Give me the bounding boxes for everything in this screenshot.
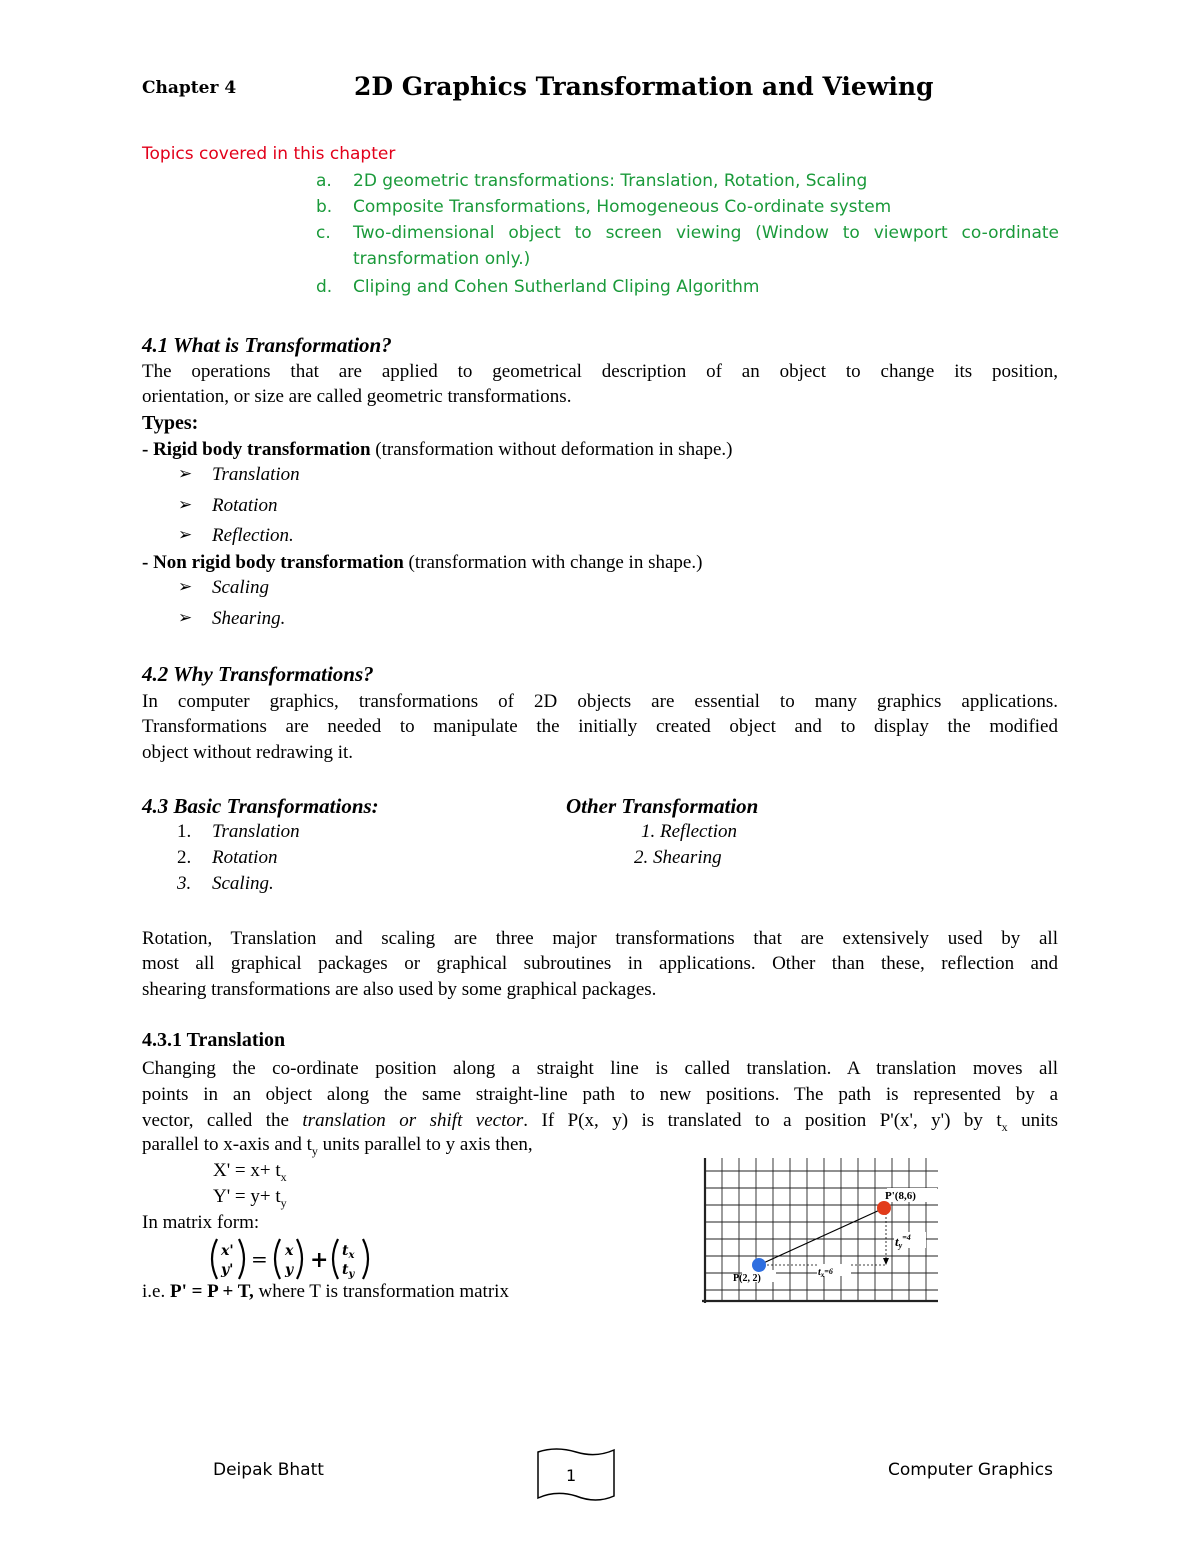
list-item xyxy=(177,873,377,899)
list-text: Rotation xyxy=(212,847,278,868)
arrow-bullet-icon: ➢ xyxy=(178,495,193,514)
subscript: y xyxy=(280,1195,287,1210)
types-label: Types: xyxy=(142,412,199,434)
text-run: i.e. xyxy=(142,1281,170,1302)
list-number: 1. xyxy=(177,821,192,842)
text-run: units xyxy=(1007,1110,1059,1131)
list-item xyxy=(177,821,377,847)
text-run: Y' = y+ t xyxy=(213,1186,281,1207)
paragraph-line: points in an object along the same straight-line path to new positions. The path is represented by a xyxy=(142,1084,1058,1105)
nonrigid-title: - Non rigid body transformation xyxy=(142,552,404,573)
list-number: 3. xyxy=(177,873,192,894)
formula-bold: P' = P + T, xyxy=(169,1281,254,1302)
paragraph-line: Changing the co-ordinate position along a straight line is called translation. A translation moves all xyxy=(142,1058,1058,1079)
point-p-prime-marker xyxy=(877,1201,891,1215)
paragraph-line: Rotation, Translation and scaling are three major transformations that are extensively used by all xyxy=(142,928,1058,949)
other-list-item: 2. Shearing xyxy=(634,847,722,868)
equation-x xyxy=(213,1160,287,1185)
section-heading-4-1: 4.1 What is Transformation? xyxy=(142,333,392,357)
subscript: x xyxy=(1001,1119,1008,1134)
footer-subject: Computer Graphics xyxy=(888,1460,1053,1480)
bullet-item xyxy=(178,495,478,521)
ty-label: $ty^{=4}$ xyxy=(895,1233,911,1250)
matrix-entry: x' xyxy=(221,1243,234,1259)
topic-label: c. xyxy=(316,223,331,243)
translation-figure xyxy=(702,1158,940,1306)
arrow-bullet-icon: ➢ xyxy=(178,464,193,483)
topics-heading: Topics covered in this chapter xyxy=(142,144,396,164)
matrix-entry: $t_x$ xyxy=(342,1243,355,1261)
topic-label: d. xyxy=(316,277,333,297)
text-run: parallel to x-axis and t xyxy=(142,1134,312,1155)
list-text: Scaling. xyxy=(212,873,274,894)
other-transformation-heading: Other Transformation xyxy=(566,794,759,818)
text-run: units parallel to y axis then, xyxy=(317,1134,533,1155)
topic-text: Cliping and Cohen Sutherland Cliping Algorithm xyxy=(353,277,760,297)
paragraph-line: orientation, or size are called geometric transformations. xyxy=(142,386,572,407)
topic-text: Two-dimensional object to screen viewing (Window to viewport co-ordinate xyxy=(353,223,1059,243)
text-run: X' = x+ t xyxy=(213,1160,281,1181)
tx-label: $t_x^{=6}$ xyxy=(818,1267,833,1279)
text-run: vector, called the xyxy=(142,1110,303,1131)
topic-text: Composite Transformations, Homogeneous Co-ordinate system xyxy=(353,197,892,217)
matrix-entry: y xyxy=(285,1262,294,1278)
topic-item xyxy=(316,197,1059,221)
subscript: y xyxy=(311,1143,318,1158)
equals-sign: = xyxy=(251,1247,268,1271)
section-heading-4-3: 4.3 Basic Transformations: xyxy=(142,794,379,818)
matrix-form-label: In matrix form: xyxy=(142,1212,260,1233)
shift-vector-term: translation or shift vector xyxy=(302,1110,524,1131)
point-p-label: P(2, 2) xyxy=(733,1273,761,1284)
text-run: where T is transformation matrix xyxy=(253,1281,509,1302)
paragraph-line: The operations that are applied to geometrical description of an object to change its position, xyxy=(142,361,1058,382)
paragraph-line: Transformations are needed to manipulate the initially created object and to display the modified xyxy=(142,716,1058,737)
bullet-text: Shearing. xyxy=(212,608,286,629)
footer-author: Deipak Bhatt xyxy=(213,1460,324,1480)
matrix-entry: x xyxy=(285,1243,294,1259)
topic-item xyxy=(316,171,1059,195)
rigid-desc: (transformation without deformation in shape.) xyxy=(370,439,733,460)
point-p-marker xyxy=(752,1258,766,1272)
bullet-text: Rotation xyxy=(212,495,278,516)
list-item xyxy=(177,847,377,873)
plus-sign: + xyxy=(310,1247,329,1273)
bullet-text: Translation xyxy=(212,464,300,485)
paragraph-line xyxy=(142,1134,533,1159)
matrix-equation xyxy=(205,1236,385,1282)
rigid-title: - Rigid body transformation xyxy=(142,439,371,460)
paragraph-line: most all graphical packages or graphical subroutines in applications. Other than these, reflection and xyxy=(142,953,1058,974)
chapter-title: 2D Graphics Transformation and Viewing xyxy=(354,72,934,101)
topic-item xyxy=(316,277,1059,301)
section-heading-4-2: 4.2 Why Transformations? xyxy=(142,662,374,686)
paragraph-line: In computer graphics, transformations of 2D objects are essential to many graphics applications. xyxy=(142,691,1058,712)
text-run: . If P(x, y) is translated to a position P'(x', y') by t xyxy=(523,1110,1002,1131)
bullet-item xyxy=(178,464,478,490)
bullet-item xyxy=(178,525,478,551)
topic-label: a. xyxy=(316,171,332,191)
nonrigid-desc: (transformation with change in shape.) xyxy=(403,552,703,573)
arrow-bullet-icon: ➢ xyxy=(178,577,193,596)
nonrigid-line xyxy=(142,552,702,574)
arrow-bullet-icon: ➢ xyxy=(178,608,193,627)
subscript: x xyxy=(280,1169,287,1184)
topic-text-cont: transformation only.) xyxy=(353,249,531,269)
other-list-item: 1. Reflection xyxy=(641,821,738,842)
list-number: 2. xyxy=(177,847,192,868)
topic-label: b. xyxy=(316,197,333,217)
bullet-item xyxy=(178,577,478,603)
paragraph-line: object without redrawing it. xyxy=(142,742,354,763)
bullet-text: Reflection. xyxy=(212,525,294,546)
section-heading-4-3-1: 4.3.1 Translation xyxy=(142,1029,286,1051)
page-number: 1 xyxy=(566,1466,577,1485)
list-text: Translation xyxy=(212,821,300,842)
chapter-label: Chapter 4 xyxy=(142,78,237,98)
paragraph-line: shearing transformations are also used by some graphical packages. xyxy=(142,979,657,1000)
matrix-entry: y' xyxy=(221,1262,234,1278)
rigid-line xyxy=(142,439,733,461)
arrow-bullet-icon: ➢ xyxy=(178,525,193,544)
ie-line xyxy=(142,1281,509,1303)
point-p-prime-label: P'(8,6) xyxy=(885,1190,916,1202)
bullet-item xyxy=(178,608,478,634)
topic-item xyxy=(316,223,1059,273)
equation-y xyxy=(213,1186,287,1211)
topic-text: 2D geometric transformations: Translation, Rotation, Scaling xyxy=(353,171,868,191)
matrix-entry: $t_y$ xyxy=(342,1262,355,1280)
bullet-text: Scaling xyxy=(212,577,269,598)
